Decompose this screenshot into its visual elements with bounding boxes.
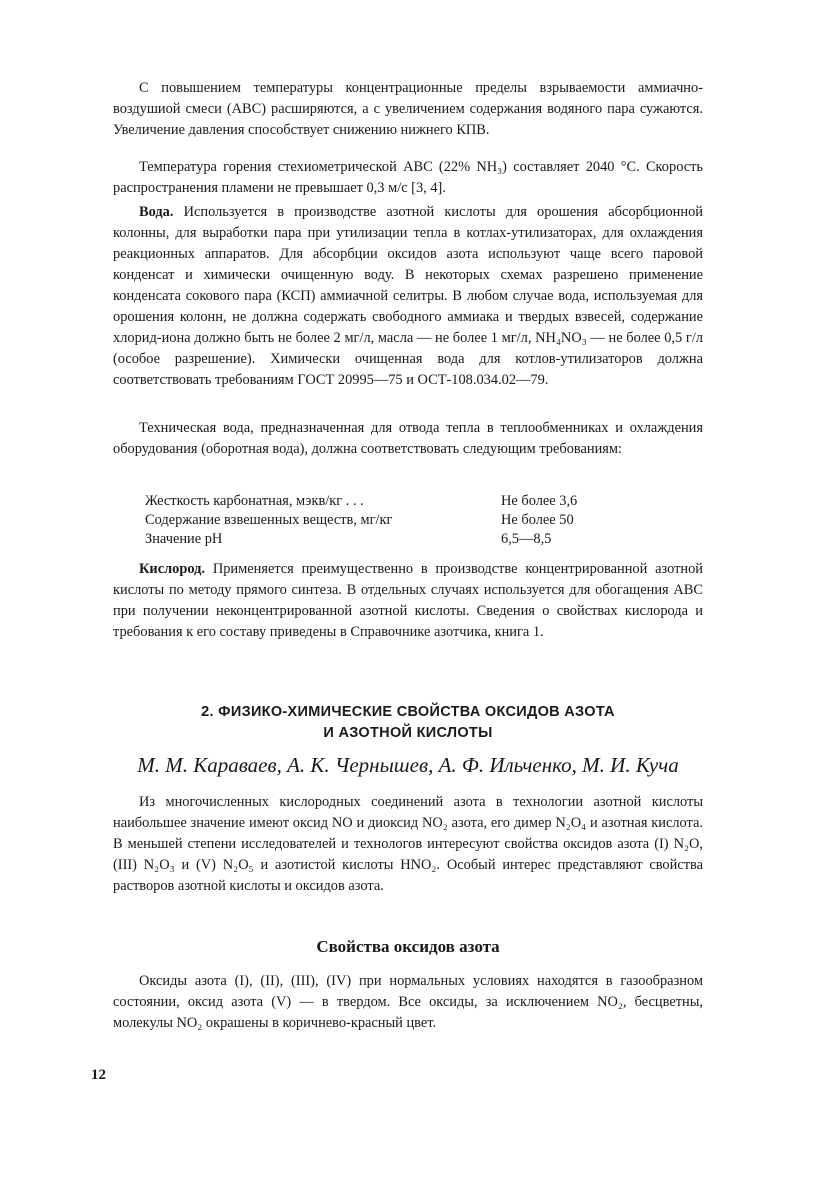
page-number: 12 [91, 1067, 106, 1083]
table-row [145, 492, 577, 511]
requirement-name: Жесткость карбонатная, мэкв/кг . . . [145, 493, 364, 509]
paragraph-text: Оксиды азота (I), (II), (III), (IV) при нормальных условиях находятся в газообразном состоянии, оксид азота (V) — в твердом. Все оксиды, за исключением NO₂, бесцветны, молекулы NO₂ окрашены в коричнево-красный цвет. [113, 973, 703, 1031]
paragraph-technical-water [113, 418, 703, 460]
paragraph-body: Используется в производстве азотной кислоты для орошения абсорбционной колонны, для выработки пара при утилизации тепла в котлах-утилизаторах, для охлаждения реакционных аппаратов. Для абсорбции оксидов азота используют чаще всего паровой конденсат и химически очищенную воду. В некоторых схемах разрешено применение конденсата сокового пара (КСП) аммиачной селитры. В любом случае вода, используемая для орошения колонн, не должна содержать свободного аммиака и твердых взвесей, содержание хлорид-иона должно быть не более 2 мг/л, масла — не более 1 мг/л, NH₄NO₃ — не более 0,5 г/л (особое разрешение). Химически очищенная вода для котлов-утилизаторов должна соответствовать требованиям ГОСТ 20995—75 и ОСТ-108.034.02—79. [113, 204, 703, 388]
authors-line: М. М. Караваев, А. К. Чернышев, А. Ф. Ильченко, М. И. Куча [137, 753, 679, 777]
paragraph-nitrogen-compounds [113, 792, 703, 897]
requirement-value: Не более 3,6 [501, 493, 578, 509]
requirement-name: Содержание взвешенных веществ, мг/кг [145, 512, 393, 528]
table-row [145, 511, 577, 530]
paragraph-body: Применяется преимущественно в производстве концентрированной азотной кислоты по методу прямого синтеза. В отдельных случаях используется для обогащения АВС при получении неконцентрированной азотной кислоты. Сведения о свойствах кислорода и требования к его составу приведены в Справочнике азотчика, книга 1. [113, 561, 703, 640]
paragraph-text [113, 202, 703, 391]
paragraph-text: Из многочисленных кислородных соединений азота в технологии азотной кислоты наибольшее значение имеют оксид NO и диоксид NO₂ азота, его димер N₂O₄ и азотная кислота. В меньшей степени исследователей и технологов интересуют свойства оксидов азота (I) N₂O, (III) N₂O₃ и (V) N₂O₅ и азотистой кислоты HNO₂. Особый интерес представляют свойства растворов азотной кислоты и оксидов азота. [113, 794, 703, 894]
paragraph-oxygen [113, 559, 703, 643]
paragraph-text: Техническая вода, предназначенная для отвода тепла в теплообменниках и охлаждения оборудования (оборотная вода), должна соответствовать следующим требованиям: [113, 420, 703, 457]
paragraph-water [113, 202, 703, 391]
requirement-value: 6,5—8,5 [501, 531, 552, 547]
water-requirements-table [145, 492, 577, 549]
paragraph-text [113, 559, 703, 643]
subsection-title: Свойства оксидов азота [316, 937, 500, 956]
paragraph-lead-term: Вода. [139, 204, 174, 220]
section-title-line: 2. ФИЗИКО-ХИМИЧЕСКИЕ СВОЙСТВА ОКСИДОВ АЗОТА [201, 704, 615, 720]
paragraph-combustion-temperature [113, 157, 703, 199]
paragraph-explosion-limits [113, 78, 703, 141]
requirement-value: Не более 50 [501, 512, 574, 528]
paragraph-oxides-state [113, 971, 703, 1034]
table-row [145, 530, 577, 549]
paragraph-text: С повышением температуры концентрационные пределы взрываемости аммиачно-воздушиой смеси (АВС) расширяются, а с увеличением содержания водяного пара сужаются. Увеличение давления способствует снижению нижнего КПВ. [113, 80, 703, 138]
paragraph-lead-term: Кислород. [139, 561, 206, 577]
paragraph-text: Температура горения стехиометрической АВС (22% NH₃) составляет 2040 °С. Скорость распространения пламени не превышает 0,3 м/с [3, 4]. [113, 159, 703, 196]
section-title-line: И АЗОТНОЙ КИСЛОТЫ [323, 725, 493, 741]
section-title [113, 702, 703, 744]
requirement-name: Значение pH [145, 531, 223, 547]
